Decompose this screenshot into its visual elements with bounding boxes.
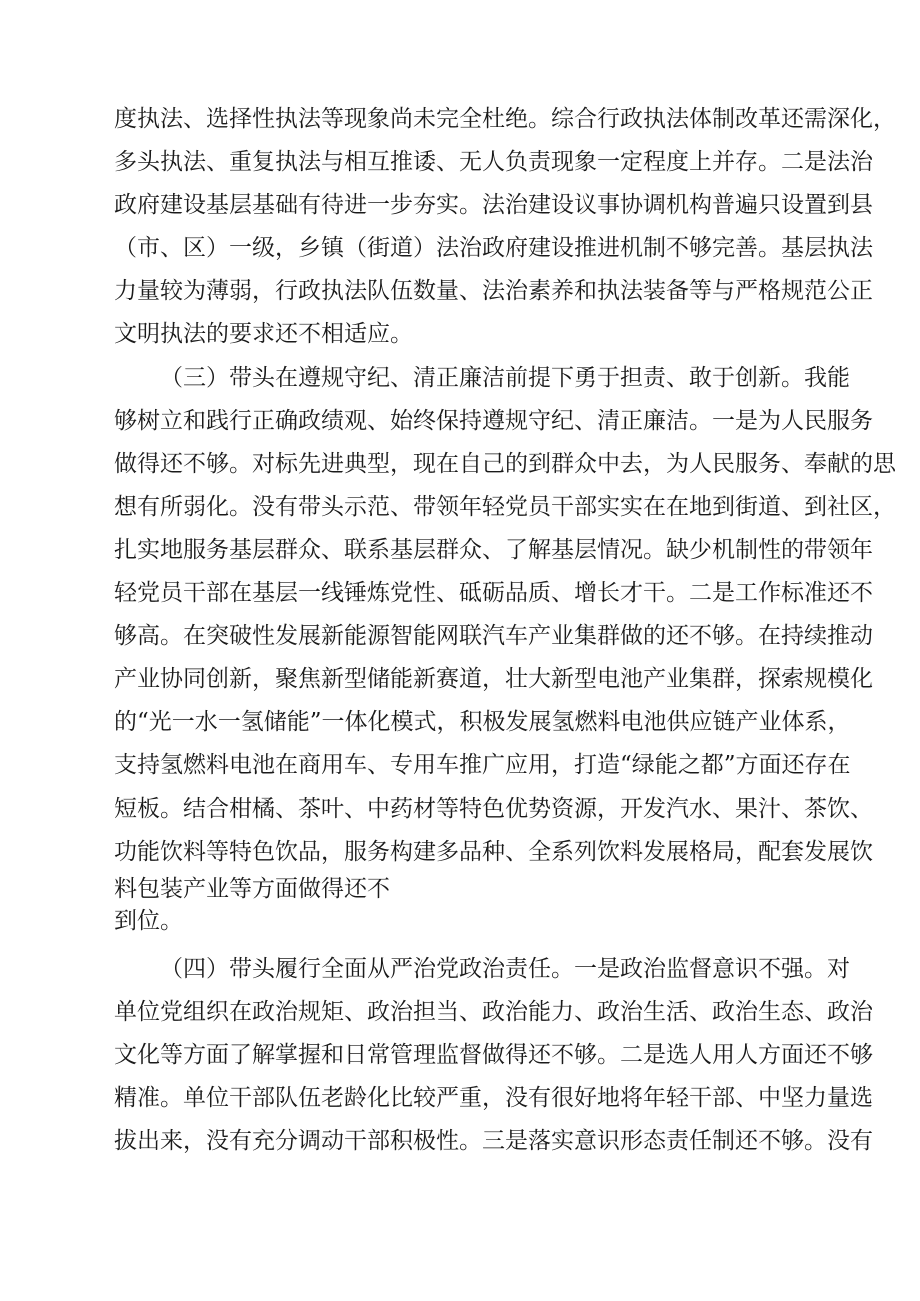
text-line-15: 的“光一水一氢储能”一体化模式，积极发展氢燃料电池供应链产业体系， <box>114 709 851 736</box>
text-line-14: 产业协同创新，聚焦新型储能新赛道，壮大新型电池产业集群，探索规模化 <box>114 666 873 693</box>
text-line-18: 功能饮料等特色饮品，服务构建多品种、全系列饮料发展格局，配套发展饮 <box>114 838 873 865</box>
text-line-5: 力量较为薄弱，行政执法队伍数量、法治素养和执法装备等与严格规范公正 <box>114 278 873 305</box>
text-line-1: 度执法、选择性执法等现象尚未完全杜绝。综合行政执法体制改革还需深化， <box>114 106 896 132</box>
text-line-17: 短板。结合柑橘、茶叶、中药材等特色优势资源，开发汽水、果汁、茶饮、 <box>114 795 873 822</box>
text-line-23: 文化等方面了解掌握和日常管理监督做得还不够。二是选人用人方面还不够 <box>114 1041 873 1068</box>
text-line-4: （市、区）一级，乡镇（街道）法治政府建设推进机制不够完善。基层执法 <box>114 235 873 262</box>
section-heading-4: （四）带头履行全面从严治党政治责任。一是政治监督意识不强。对 <box>160 955 850 982</box>
text-line-16: 支持氢燃料电池在商用车、专用车推广应用，打造“绿能之都”方面还存在 <box>114 752 851 779</box>
text-line-22: 单位党组织在政治规矩、政治担当、政治能力、政治生活、政治生态、政治 <box>114 998 873 1025</box>
text-line-10: 想有所弱化。没有带头示范、带领年轻党员干部实实在在地到街道、到社区， <box>114 493 896 520</box>
text-line-2: 多头执法、重复执法与相互推诿、无人负责现象一定程度上并存。二是法治 <box>114 149 873 176</box>
text-line-9: 做得还不够。对标先进典型，现在自己的到群众中去，为人民服务、奉献的思 <box>114 450 896 477</box>
body-text <box>114 98 896 1163</box>
text-line-3: 政府建设基层基础有待进一步夯实。法治建设议事协调机构普遍只设置到县 <box>114 192 873 219</box>
text-line-12: 轻党员干部在基层一线锤炼党性、砥砺品质、增长才干。二是工作标准还不 <box>114 580 873 607</box>
text-line-11: 扎实地服务基层群众、联系基层群众、了解基层情况。缺少机制性的带领年 <box>114 536 873 563</box>
text-line-24: 精准。单位干部队伍老龄化比较严重，没有很好地将年轻干部、中坚力量选 <box>114 1084 873 1111</box>
text-line-8: 够树立和践行正确政绩观、始终保持遵规守纪、清正廉洁。一是为人民服务 <box>114 407 873 434</box>
text-line-6: 文明执法的要求还不相适应。 <box>114 321 413 348</box>
text-line-20: 到位。 <box>114 907 183 934</box>
text-line-19: 料包装产业等方面做得还不 <box>114 875 390 902</box>
text-line-25: 拔出来，没有充分调动干部积极性。三是落实意识形态责任制还不够。没有 <box>114 1128 873 1155</box>
section-heading-3: （三）带头在遵规守纪、清正廉洁前提下勇于担责、敢于创新。我能 <box>160 364 850 391</box>
text-line-13: 够高。在突破性发展新能源智能网联汽车产业集群做的还不够。在持续推动 <box>114 623 873 650</box>
